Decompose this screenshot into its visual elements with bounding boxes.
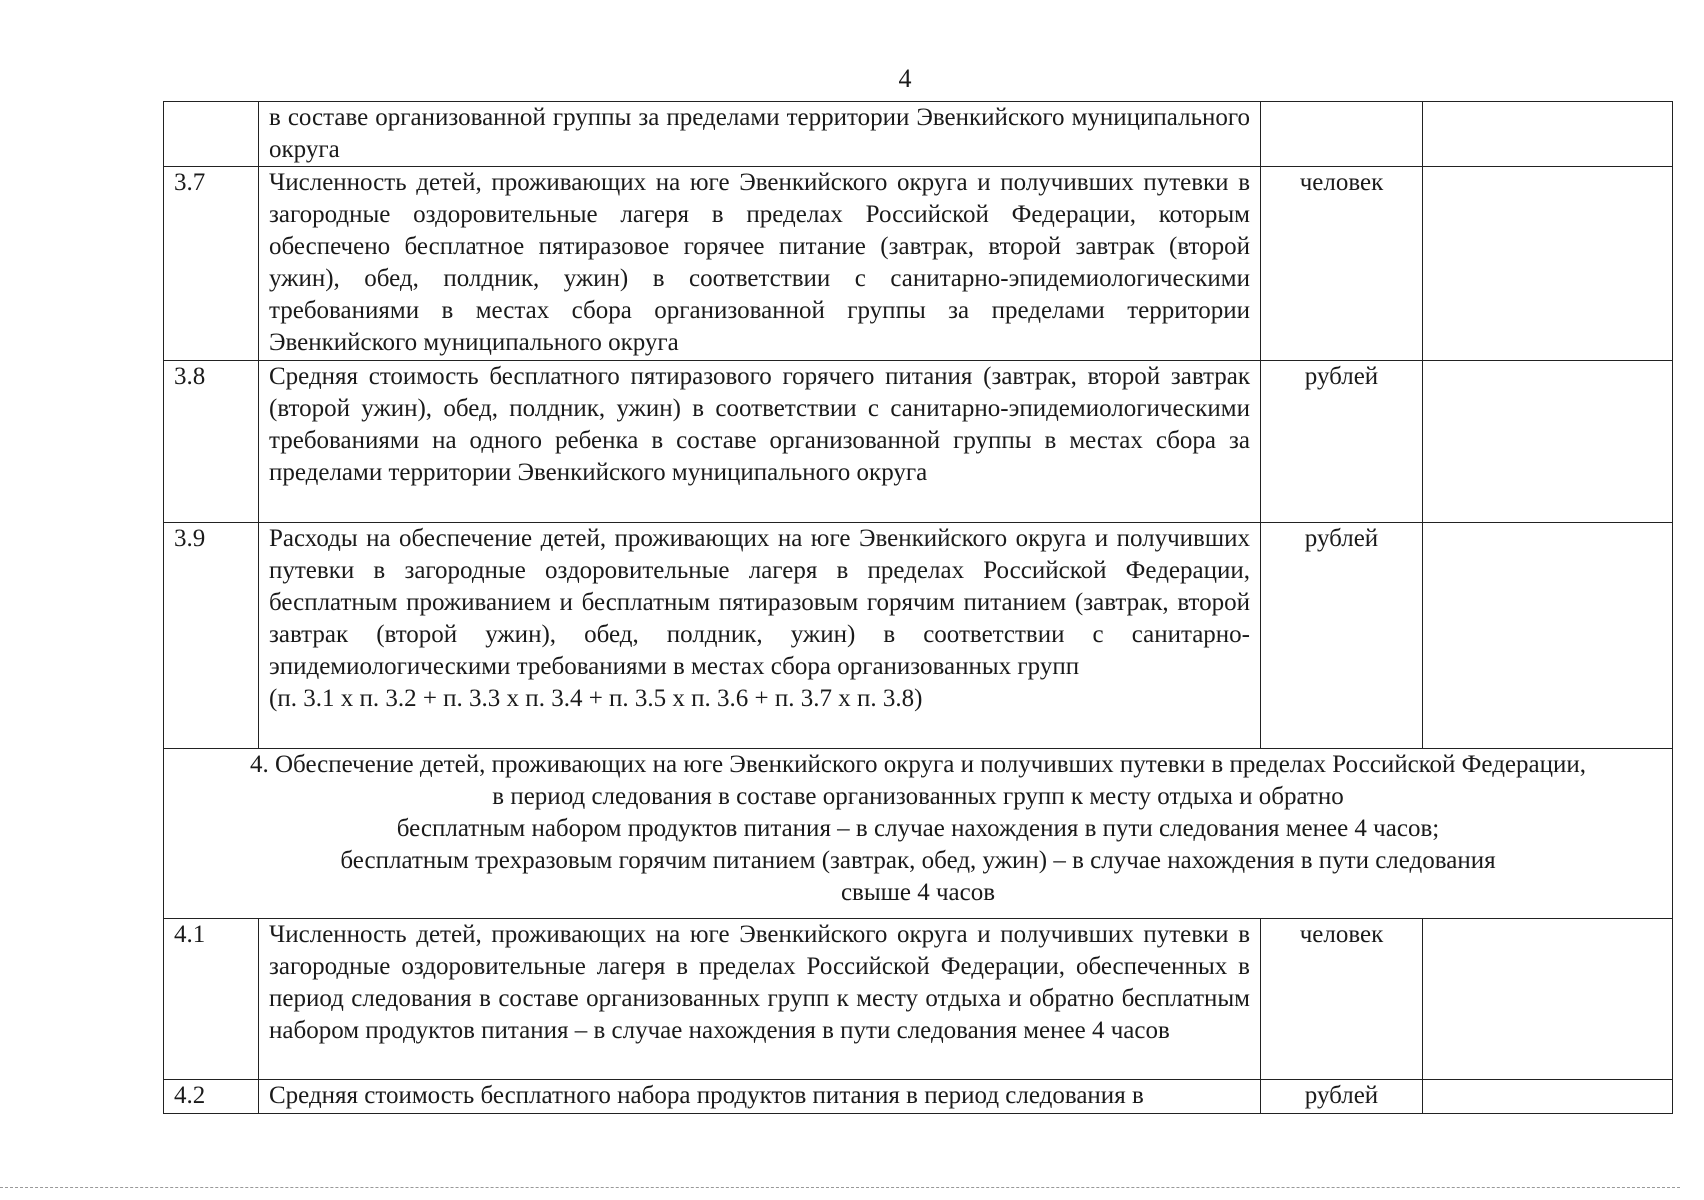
row-value [1423,361,1673,523]
row-unit: человек [1261,919,1423,1080]
row-unit: рублей [1261,523,1423,749]
row-number [164,102,259,167]
row-unit: рублей [1261,361,1423,523]
row-description: Средняя стоимость бесплатного пятиразового горячего питания (завтрак, второй завтрак (второй ужин), обед, полдник, ужин) в соответствии с санитарно-эпидемиологическими требованиями на одного ребенка в составе организованной группы в местах сбора за пределами территории Эвенкийского муниципального округа [259,361,1261,523]
row-number: 3.9 [164,523,259,749]
row-value [1423,523,1673,749]
table-row [164,361,1673,523]
table-row [164,167,1673,361]
row-value [1423,919,1673,1080]
section-heading-line: бесплатным трехразовым горячим питанием (завтрак, обед, ужин) – в случае нахождения в пути следования [340,847,1496,874]
table-row [164,1080,1673,1114]
section-heading-line: в период следования в составе организованных групп к месту отдыха и обратно [492,783,1344,810]
row-description: Численность детей, проживающих на юге Эвенкийского округа и получивших путевки в загородные оздоровительные лагеря в пределах Российской Федерации, обеспеченных в период следования в составе организованных групп к месту отдыха и обратно бесплатным набором продуктов питания – в случае нахождения в пути следования менее 4 часов [259,919,1261,1080]
section-heading-line: 4. Обеспечение детей, проживающих на юге Эвенкийского округа и получивших путевки в пределах Российской Федерации, [250,751,1586,778]
section-heading-line: бесплатным набором продуктов питания – в случае нахождения в пути следования менее 4 часов; [396,815,1440,842]
row-value [1423,102,1673,167]
page-number: 4 [898,64,912,93]
indicators-table [163,101,1673,1114]
row-formula: (п. 3.1 х п. 3.2 + п. 3.3 х п. 3.4 + п. 3.5 х п. 3.6 + п. 3.7 х п. 3.8) [269,685,923,712]
row-number: 4.2 [164,1080,259,1114]
row-description [259,523,1261,749]
section-header-row [164,749,1673,919]
row-value [1423,167,1673,361]
row-unit: человек [1261,167,1423,361]
table-row [164,102,1673,167]
row-number: 3.8 [164,361,259,523]
row-description: Численность детей, проживающих на юге Эвенкийского округа и получивших путевки в загородные оздоровительные лагеря в пределах Российской Федерации, которым обеспечено бесплатное пятиразовое горячее питание (завтрак, второй завтрак (второй ужин), обед, полдник, ужин) в соответствии с санитарно-эпидемиологическими требованиями в местах сбора организованной группы за пределами территории Эвенкийского муниципального округа [259,167,1261,361]
row-unit: рублей [1261,1080,1423,1114]
row-unit [1261,102,1423,167]
row-description-text: Расходы на обеспечение детей, проживающих на юге Эвенкийского округа и получивших путевки в загородные оздоровительные лагеря в пределах Российской Федерации, бесплатным проживанием и бесплатным пятиразовым горячим питанием (завтрак, второй завтрак (второй ужин), обед, полдник, ужин) в соответствии с санитарно-эпидемиологическими требованиями в местах сбора организованных групп [269,525,1250,680]
section-heading-line: свыше 4 часов [840,879,996,906]
row-description: Средняя стоимость бесплатного набора продуктов питания в период следования в [259,1080,1261,1114]
row-value [1423,1080,1673,1114]
section-heading [164,749,1673,919]
row-number: 4.1 [164,919,259,1080]
table-row [164,523,1673,749]
row-number: 3.7 [164,167,259,361]
row-description: в составе организованной группы за пределами территории Эвенкийского муниципального округа [259,102,1261,167]
page-bottom-rule [0,1187,1680,1188]
table-row [164,919,1673,1080]
